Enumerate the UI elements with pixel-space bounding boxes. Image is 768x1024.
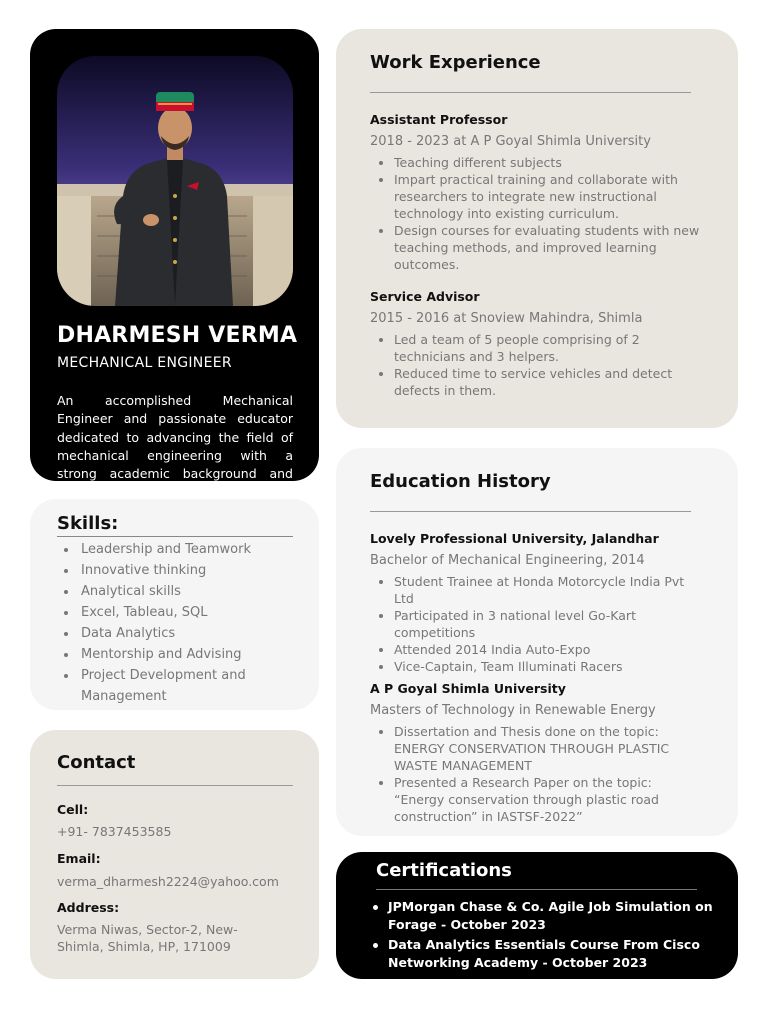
address-label: Address:: [57, 900, 120, 915]
address-value: Verma Niwas, Sector-2, New-Shimla, Shimla, HP, 171009: [57, 922, 238, 954]
contact-card: [30, 730, 319, 979]
certifications-card: [336, 852, 738, 979]
skill-item: Excel, Tableau, SQL: [57, 602, 297, 623]
school-bullet: Presented a Research Paper on the topic: “Energy conservation through plastic road construction” in IASTSF-2022”: [370, 774, 705, 825]
skill-item: Data Analytics: [57, 623, 297, 644]
education-title: Education History: [370, 471, 551, 492]
certification-item: JPMorgan Chase & Co. Agile Job Simulation on Forage - October 2023: [370, 898, 720, 933]
email-value: verma_dharmesh2224@yahoo.com: [57, 874, 279, 889]
school-bullet: Attended 2014 India Auto-Expo: [370, 641, 705, 658]
job-entry: [370, 288, 705, 399]
profile-photo: [57, 56, 293, 306]
certifications-divider: [376, 889, 697, 890]
job-entry: [370, 111, 705, 273]
profile-photo-illustration: [57, 56, 293, 306]
education-card: [336, 448, 738, 836]
profile-card: [30, 29, 319, 500]
job-bullet: Reduced time to service vehicles and detect defects in them.: [370, 365, 705, 399]
job-bullets: [370, 331, 705, 399]
job-title: Assistant Professor: [370, 112, 508, 127]
school-bullet: Student Trainee at Honda Motorcycle India Pvt Ltd: [370, 573, 705, 607]
school-bullet: Dissertation and Thesis done on the topic: ENERGY CONSERVATION THROUGH PLASTIC WASTE MANAGEMENT: [370, 723, 705, 774]
skills-divider: [57, 536, 293, 537]
certifications-title: Certifications: [376, 860, 512, 881]
job-bullet: Design courses for evaluating students with new teaching methods, and improved learning outcomes.: [370, 222, 705, 273]
profile-summary: An accomplished Mechanical Engineer and passionate educator dedicated to advancing the field of mechanical engineering with a strong academic background and industry experience: [57, 393, 293, 500]
skill-item: Mentorship and Advising: [57, 644, 297, 665]
skill-item: Project Development and Management: [57, 665, 297, 707]
job-title: Service Advisor: [370, 289, 480, 304]
job-bullets: [370, 154, 705, 273]
school-bullet: Vice-Captain, Team Illuminati Racers: [370, 658, 705, 675]
work-divider: [370, 92, 691, 93]
school-bullets: [370, 723, 705, 825]
certification-item: Data Analytics Essentials Course From Cisco Networking Academy - October 2023: [370, 936, 720, 971]
school-name: A P Goyal Shimla University: [370, 681, 566, 696]
school-degree: Masters of Technology in Renewable Energy: [370, 703, 656, 718]
cell-value: +91- 7837453585: [57, 824, 172, 839]
certifications-list: [370, 898, 720, 974]
profile-name: DHARMESH VERMA: [57, 323, 298, 348]
skills-list: [57, 539, 297, 707]
school-bullet: Participated in 3 national level Go-Kart competitions: [370, 607, 705, 641]
contact-title: Contact: [57, 752, 136, 773]
email-label: Email:: [57, 851, 101, 866]
cell-label: Cell:: [57, 802, 89, 817]
job-period: 2018 - 2023 at A P Goyal Shimla University: [370, 134, 651, 149]
work-experience-card: [336, 29, 738, 428]
profile-role: MECHANICAL ENGINEER: [57, 355, 232, 371]
skill-item: Analytical skills: [57, 581, 297, 602]
job-period: 2015 - 2016 at Snoview Mahindra, Shimla: [370, 311, 643, 326]
school-degree: Bachelor of Mechanical Engineering, 2014: [370, 553, 645, 568]
job-bullet: Impart practical training and collaborate with researchers to integrate new instructional technology into existing curriculum.: [370, 171, 705, 222]
work-title: Work Experience: [370, 52, 541, 73]
job-bullet: Teaching different subjects: [370, 154, 705, 171]
job-bullet: Led a team of 5 people comprising of 2 technicians and 3 helpers.: [370, 331, 705, 365]
education-divider: [370, 511, 691, 512]
school-bullets: [370, 573, 705, 675]
school-name: Lovely Professional University, Jalandhar: [370, 531, 659, 546]
skill-item: Leadership and Teamwork: [57, 539, 297, 560]
school-entry: [370, 680, 705, 825]
skills-title: Skills:: [57, 513, 119, 534]
contact-divider: [57, 785, 293, 786]
skills-card: [30, 499, 319, 710]
school-entry: [370, 530, 705, 675]
skill-item: Innovative thinking: [57, 560, 297, 581]
